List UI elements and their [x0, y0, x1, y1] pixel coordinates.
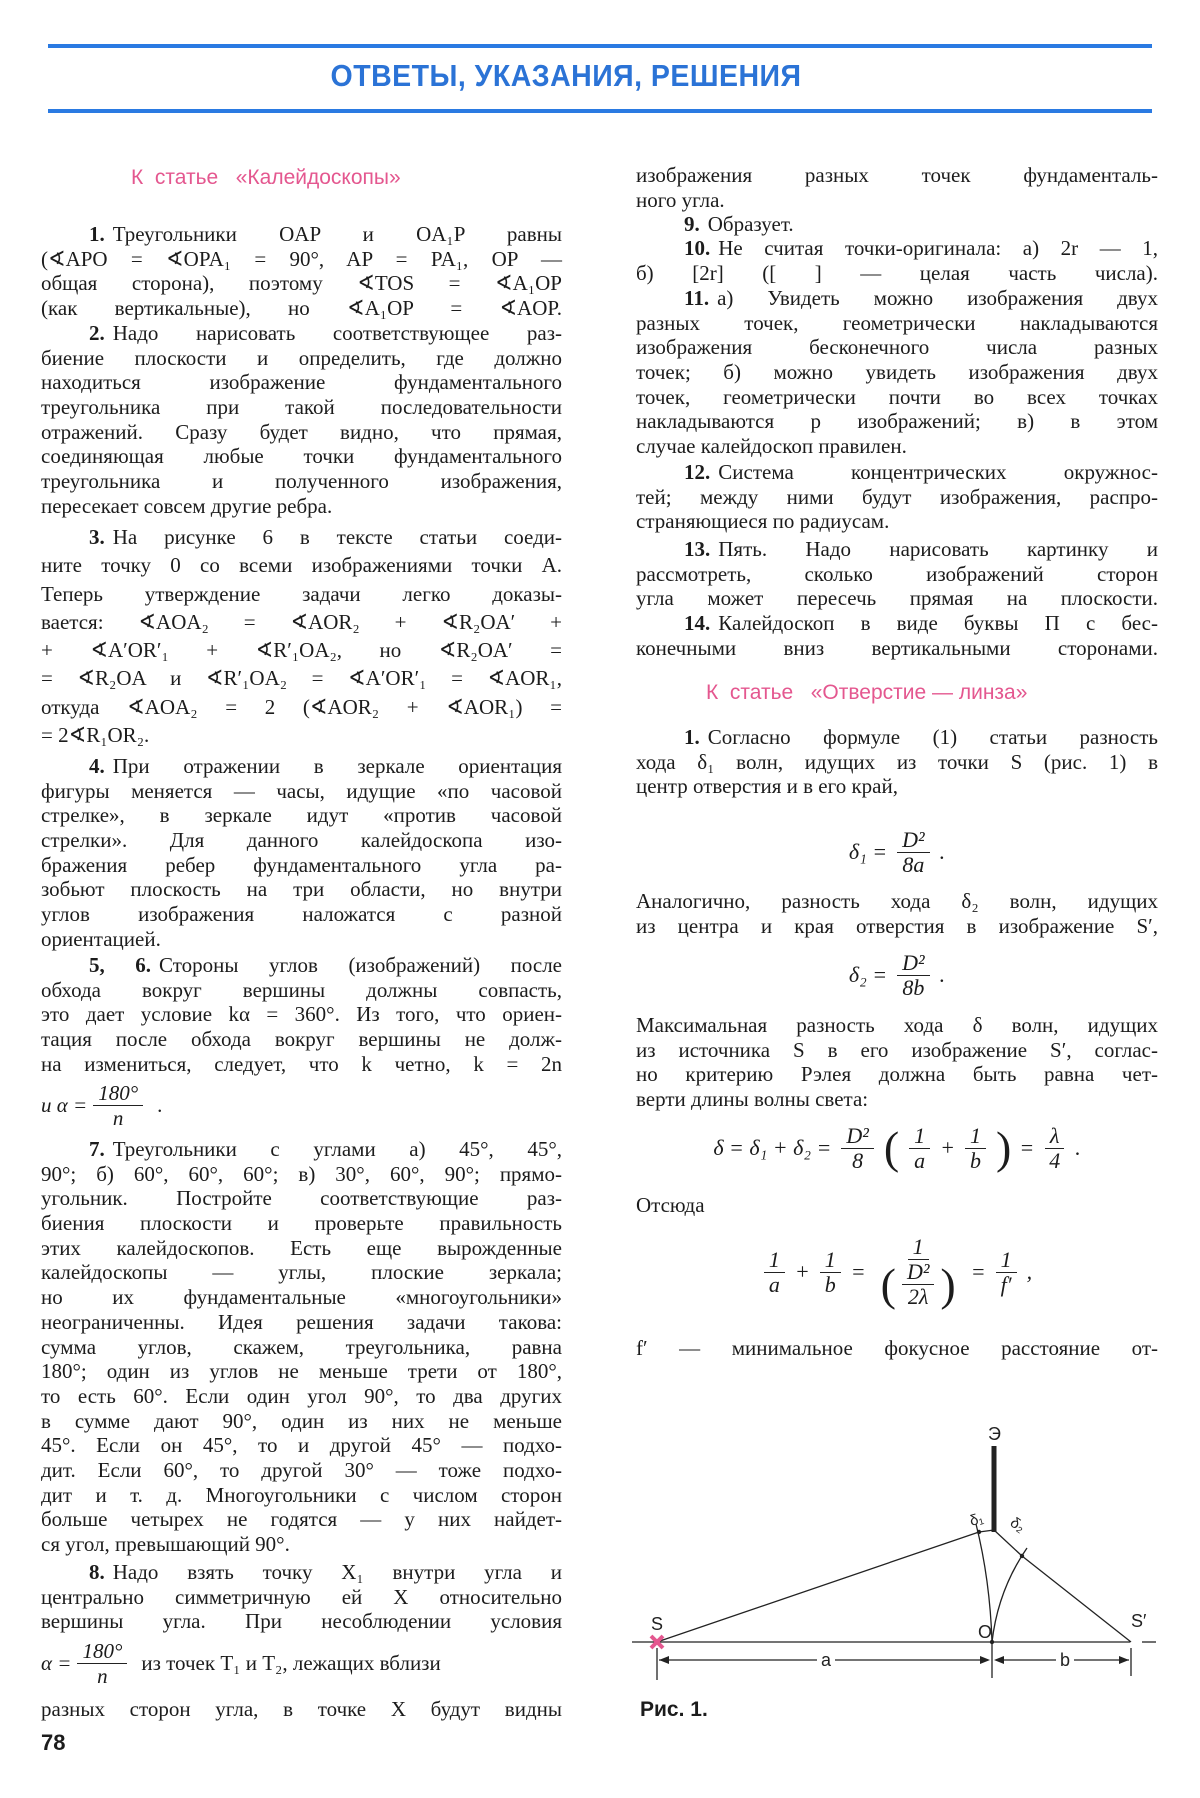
- text-line: [41, 1585, 562, 1610]
- line-text: Отсюда: [636, 1193, 705, 1217]
- fraction-denominator: n: [112, 1105, 124, 1130]
- fraction: [996, 1248, 1017, 1297]
- fraction-numerator: D²: [897, 951, 929, 976]
- line-text: биение плоскости и определить, где должно: [41, 345, 562, 370]
- line-text: из центра и края отверстия в изображение S′,: [636, 913, 1158, 938]
- line-text: Система концентрических окружнос-: [718, 460, 1158, 484]
- text-line: [41, 754, 562, 779]
- text-line: [41, 1359, 562, 1384]
- line-text: ся угол, превышающий 90°.: [41, 1532, 290, 1556]
- item-number: 14.: [684, 611, 711, 635]
- text-line: [41, 608, 562, 636]
- formula-suffix: из точек T₁ и T₂, лежащих вблизи: [141, 1650, 441, 1675]
- text-line: [41, 1260, 562, 1285]
- answer-1: [41, 222, 562, 321]
- item-number: 3.: [89, 525, 105, 549]
- text-line: [636, 611, 1158, 636]
- line-text: Согласно формуле (1) статьи разность: [707, 725, 1158, 749]
- line-text: находиться изображение фундаментального: [41, 370, 562, 395]
- text-line: [41, 1335, 562, 1360]
- text-line: [41, 1236, 562, 1261]
- text-line: [41, 444, 562, 469]
- formula-token: ,: [1026, 1259, 1033, 1284]
- formula-token: .: [1075, 1135, 1081, 1160]
- paren-left: (: [880, 1258, 896, 1310]
- line-text: этих калейдоскопов. Есть еще вырожденные: [41, 1235, 562, 1260]
- text-line: [41, 1052, 562, 1077]
- text-line: [41, 370, 562, 395]
- text-line: [636, 562, 1158, 587]
- text-line: [41, 1697, 562, 1722]
- page-title: ОТВЕТЫ, УКАЗАНИЯ, РЕШЕНИЯ: [330, 58, 802, 93]
- arrowheads: [659, 1530, 1129, 1664]
- formula-token: +: [940, 1135, 955, 1160]
- label-center: O: [978, 1622, 993, 1642]
- fraction-numerator: 1: [996, 1248, 1017, 1273]
- line-text: точек, геометрически почти во всех точках: [636, 384, 1158, 409]
- text-line: [636, 212, 1158, 237]
- text-line: [41, 321, 562, 346]
- text-line: [41, 469, 562, 494]
- fraction-denominator: 8b: [902, 974, 925, 1000]
- fraction-denominator: f′: [1000, 1271, 1012, 1297]
- formula-focal-length: [636, 1222, 1158, 1322]
- text-line: [636, 586, 1158, 611]
- line-text: Треугольники OAP и OA₁P равны: [112, 222, 562, 246]
- paragraph-focal-distance: [636, 1336, 1158, 1361]
- formula-token: δ₂ =: [848, 962, 888, 987]
- fraction: [93, 1081, 143, 1130]
- line-text: точек; б) можно увидеть изображения двух: [636, 360, 1158, 385]
- formula-delta2: [636, 945, 1158, 1005]
- text-line: [41, 1137, 562, 1162]
- paragraph-analogously: [636, 889, 1158, 938]
- line-text: изображения разных точек фундаменталь-: [636, 163, 1158, 187]
- ray-edge-to-image: [1022, 1556, 1131, 1642]
- line-text: дит. Если 60°, то другой 30° — тоже подхо-: [41, 1457, 562, 1482]
- line-text: угла может пересечь прямая на плоскости.: [636, 586, 1158, 611]
- text-line: [636, 1013, 1158, 1038]
- text-line: [41, 420, 562, 445]
- fraction-denominator: b: [824, 1271, 836, 1297]
- lens-answer-1: [636, 725, 1158, 799]
- line-text: то есть 60°. Если один угол 90°, то два других: [41, 1383, 562, 1408]
- formula-line: [41, 1638, 562, 1688]
- fraction-denominator: [876, 1260, 961, 1309]
- line-text: пересекает совсем другие ребра.: [41, 493, 333, 518]
- answer-12: [636, 460, 1158, 534]
- line-text: На рисунке 6 в тексте статьи соеди-: [112, 525, 562, 549]
- formula-prefix: α =: [41, 1650, 72, 1675]
- text-line: [636, 1336, 1158, 1361]
- text-line: [636, 409, 1158, 434]
- fraction-numerator: D²: [902, 1260, 934, 1285]
- text-line: [636, 1193, 1158, 1218]
- text-line: [41, 1310, 562, 1335]
- item-number: 7.: [89, 1137, 105, 1161]
- label-delta2: δ₂: [1006, 1514, 1029, 1537]
- top-rule: [48, 44, 1152, 48]
- item-number: 2.: [89, 321, 105, 345]
- line-text: разных сторон угла, в точке X будут видны: [41, 1697, 562, 1721]
- figure-1-diagram: [600, 1400, 1200, 1700]
- fraction: [764, 1248, 785, 1297]
- fraction: [820, 1248, 841, 1297]
- fraction-numerator: 1: [965, 1124, 986, 1149]
- fraction: [1044, 1124, 1065, 1173]
- line-text: Калейдоскоп в виде буквы П с бес-: [718, 611, 1158, 635]
- item-number: 5, 6.: [89, 953, 152, 977]
- text-line: [636, 385, 1158, 410]
- label-screen: Э: [988, 1424, 1001, 1444]
- line-text: больше четырех не годятся — у них найдет-: [41, 1507, 562, 1532]
- text-line: [636, 434, 1158, 459]
- bottom-rule: [48, 109, 1152, 113]
- line-text: центрально симметричную ей X относительно: [41, 1584, 562, 1609]
- line-text: При отражении в зеркале ориентация: [112, 754, 562, 778]
- line-text: вается: ∢AOA₂ = ∢AOR₂ + ∢R₂OA′ +: [41, 609, 562, 634]
- formula-token: δ₁ =: [848, 839, 888, 864]
- ray-source-to-edge: [657, 1532, 979, 1642]
- text-line: [41, 1162, 562, 1187]
- formula-suffix: .: [157, 1092, 163, 1117]
- label-source: S: [651, 1614, 664, 1634]
- line-text: обхода вокруг вершины должны совпасть,: [41, 977, 562, 1002]
- item-number: 8.: [89, 1560, 105, 1584]
- text-line: [41, 222, 562, 247]
- line-text: хода δ₁ волн, идущих из точки S (рис. 1) в: [636, 749, 1158, 774]
- line-text: ного угла.: [636, 187, 725, 212]
- answer-8-end: [41, 1697, 562, 1722]
- line-text: но их фундаментальные «многоугольники»: [41, 1285, 562, 1310]
- text-line: [636, 188, 1158, 213]
- text-line: [41, 853, 562, 878]
- fraction-numerator: 1: [820, 1248, 841, 1273]
- answer-5-6-formula: [41, 1080, 562, 1130]
- line-text: угольник. Постройте соответствующие раз-: [41, 1186, 562, 1211]
- line-text: 90°; б) 60°, 60°, 60°; в) 30°, 60°, 90°; прямо-: [41, 1161, 562, 1186]
- item-number: 1.: [89, 222, 105, 246]
- text-line: [41, 271, 562, 296]
- line-text: (∢APO = ∢OPA₁ = 90°, AP = PA₁, OP —: [41, 246, 562, 271]
- answer-10: [636, 236, 1158, 285]
- line-text: = 2∢R₁OR₂.: [41, 723, 150, 748]
- text-line: [41, 953, 562, 978]
- line-text: Аналогично, разность хода δ₂ волн, идущих: [636, 889, 1158, 913]
- text-line: [41, 1507, 562, 1532]
- answer-7: [41, 1137, 562, 1557]
- text-line: [41, 1532, 562, 1557]
- fraction: [876, 1235, 961, 1309]
- formula-token: =: [1019, 1135, 1035, 1160]
- item-number: 9.: [684, 212, 700, 236]
- line-text: Надо нарисовать соответствующее раз-: [112, 321, 562, 345]
- text-line: [636, 335, 1158, 360]
- text-line: [41, 346, 562, 371]
- text-line: [636, 537, 1158, 562]
- text-line: [636, 460, 1158, 485]
- line-text: соединяющая любые точки фундаментального: [41, 444, 562, 469]
- line-text: Максимальная разность хода δ волн, идущих: [636, 1013, 1158, 1037]
- fraction-numerator: D²: [841, 1124, 873, 1149]
- text-line: [41, 1458, 562, 1483]
- text-line: [41, 580, 562, 608]
- fraction: [965, 1124, 986, 1173]
- line-text: вершины угла. При несоблюдении условия: [41, 1609, 562, 1634]
- text-line: [41, 1027, 562, 1052]
- text-line: [41, 693, 562, 721]
- line-text: накладываются p изображений; в) в этом: [636, 409, 1158, 434]
- text-line: [41, 828, 562, 853]
- text-line: [41, 551, 562, 579]
- formula-token: =: [850, 1259, 866, 1284]
- line-text: стрелки». Для данного калейдоскопа изо-: [41, 828, 562, 853]
- text-line: [636, 236, 1158, 261]
- text-line: [636, 360, 1158, 385]
- fraction-denominator: 8: [852, 1147, 864, 1173]
- line-text: б) [2r] ([ ] — целая часть числа).: [636, 260, 1158, 285]
- text-line: [636, 286, 1158, 311]
- text-line: [41, 395, 562, 420]
- line-text: на измениться, следует, что k четно, k = 2n: [41, 1051, 562, 1076]
- text-line: [636, 774, 1158, 799]
- page-number: 78: [41, 1730, 66, 1755]
- fraction-denominator: b: [970, 1147, 981, 1173]
- label-image: S′: [1131, 1611, 1147, 1631]
- line-text: Надо взять точку X₁ внутри угла и: [112, 1560, 562, 1584]
- line-text: ориентацией.: [41, 926, 161, 951]
- text-line: [636, 1038, 1158, 1063]
- text-line: [636, 750, 1158, 775]
- fraction-numerator: D²: [897, 828, 929, 853]
- line-text: f′ — минимальное фокусное расстояние от-: [636, 1336, 1158, 1360]
- line-text: дит и т. д. Многоугольники с числом сторон: [41, 1482, 562, 1507]
- line-text: 180°; один из углов не меньше трети от 180°,: [41, 1359, 562, 1384]
- line-text: тация после обхода вокруг вершины не долж-: [41, 1027, 562, 1052]
- text-line: [41, 721, 562, 749]
- line-text: + ∢A′OR′₁ + ∢R′₁OA₂, но ∢R₂OA′ =: [41, 638, 562, 663]
- line-text: откуда ∢AOA₂ = 2 (∢AOR₂ + ∢AOR₁) =: [41, 694, 562, 719]
- text-line: [41, 927, 562, 952]
- line-text: калейдоскопы — углы, плоские зеркала;: [41, 1260, 562, 1285]
- fraction-denominator: 8a: [902, 851, 925, 877]
- fraction: [897, 828, 929, 877]
- text-line: [636, 725, 1158, 750]
- formula-token: +: [794, 1259, 810, 1284]
- line-text: а) Увидеть можно изображения двух: [717, 286, 1158, 310]
- line-text: тей; между ними будут изображения, распро-: [636, 484, 1158, 509]
- fraction-denominator: a: [914, 1147, 926, 1173]
- section-heading-kaleidoscopes: К статье «Калейдоскопы»: [131, 166, 401, 189]
- text-line: [41, 1483, 562, 1508]
- answer-14: [636, 611, 1158, 660]
- line-text: биения плоскости и проверьте правильность: [41, 1211, 562, 1236]
- section-heading-aperture-lens: К статье «Отверстие — линза»: [706, 681, 1028, 704]
- label-distance-a: a: [821, 1650, 832, 1670]
- line-text: конечными вниз вертикальными сторонами.: [636, 635, 1158, 660]
- line-text: Теперь утверждение задачи легко доказы-: [41, 581, 562, 606]
- fraction-denominator: 4: [1049, 1147, 1061, 1173]
- line-text: центр отверстия и в его край,: [636, 774, 898, 799]
- line-text: это дает условие kα = 360°. Из того, что ориен-: [41, 1002, 562, 1027]
- text-line: [41, 1560, 562, 1585]
- line-text: Не считая точки-оригинала: а) 2r — 1,: [718, 236, 1158, 260]
- text-line: [41, 1002, 562, 1027]
- formula-delta1: [636, 822, 1158, 882]
- line-text: углов изображения наложатся с разной: [41, 902, 562, 927]
- text-line: [41, 1409, 562, 1434]
- text-line: [41, 902, 562, 927]
- line-text: случае калейдоскоп правилен.: [636, 434, 907, 459]
- fraction-numerator: 1: [909, 1124, 930, 1149]
- fraction-numerator: 1: [908, 1235, 929, 1260]
- text-line: [636, 889, 1158, 914]
- line-text: 45°. Если он 45°, то и другой 45° — подхо-: [41, 1433, 562, 1458]
- answer-5-6: [41, 953, 562, 1076]
- text-line: [41, 1186, 562, 1211]
- text-line: [636, 1087, 1158, 1112]
- formula-delta-sum: [636, 1115, 1158, 1181]
- text-line: [636, 261, 1158, 286]
- fraction-numerator: 180°: [77, 1639, 127, 1664]
- line-text: сумма углов, скажем, треугольника, равна: [41, 1334, 562, 1359]
- line-text: общая сторона), поэтому ∢TOS = ∢A₁OP: [41, 271, 562, 296]
- answer-9: [636, 212, 1158, 237]
- aperture-screen: [992, 1446, 997, 1532]
- text-line: [41, 494, 562, 519]
- line-text: неограниченны. Идея решения задачи такова:: [41, 1309, 562, 1334]
- formula-token: δ = δ₁ + δ₂ =: [713, 1135, 832, 1160]
- text-line: [636, 163, 1158, 188]
- line-text: (как вертикальные), но ∢A₁OP = ∢AOP.: [41, 296, 562, 321]
- line-text: страняющиеся по радиусам.: [636, 509, 890, 534]
- text-line: [41, 1433, 562, 1458]
- line-text: разных точек, геометрически накладываются: [636, 310, 1158, 335]
- paragraph-max-difference: [636, 1013, 1158, 1112]
- line-text: изображения бесконечного числа разных: [636, 335, 1158, 360]
- text-line: [636, 509, 1158, 534]
- text-line: [636, 311, 1158, 336]
- answer-4: [41, 754, 562, 952]
- text-line: [41, 247, 562, 272]
- line-text: стрелке», в зеркале идут «против часовой: [41, 803, 562, 828]
- fraction-denominator: a: [768, 1271, 780, 1297]
- line-text: = ∢R₂OA и ∢R′₁OA₂ = ∢A′OR′₁ = ∢AOR₁,: [41, 666, 562, 691]
- label-delta1: δ₁: [967, 1509, 986, 1530]
- fraction: [841, 1124, 873, 1173]
- text-line: [41, 1384, 562, 1409]
- paragraph-hence: [636, 1193, 1158, 1218]
- text-line: [41, 1285, 562, 1310]
- fraction-numerator: 1: [764, 1248, 785, 1273]
- item-number: 13.: [684, 537, 711, 561]
- line-text: отражений. Сразу будет видно, что прямая,: [41, 419, 562, 444]
- text-line: [41, 636, 562, 664]
- fraction-denominator: n: [97, 1663, 108, 1688]
- paren-right: ): [940, 1258, 956, 1310]
- item-number: 12.: [684, 460, 711, 484]
- answer-2: [41, 321, 562, 519]
- formula-token: .: [939, 839, 946, 864]
- formula-token: (: [883, 1122, 900, 1173]
- line-text: Треугольники с углами а) 45°, 45°,: [112, 1137, 562, 1161]
- fraction-numerator: 180°: [93, 1081, 143, 1106]
- line-text: зобьют плоскость на три области, но внутри: [41, 877, 562, 902]
- answer-13: [636, 537, 1158, 611]
- text-line: [41, 779, 562, 804]
- fraction: [909, 1124, 930, 1173]
- text-line: [41, 1609, 562, 1634]
- item-number: 1.: [684, 725, 700, 749]
- text-line: [41, 664, 562, 692]
- text-line: [41, 978, 562, 1003]
- line-text: ните точку 0 со всеми изображениями точки A.: [41, 553, 562, 578]
- formula-token: =: [970, 1259, 986, 1284]
- text-line: [636, 1062, 1158, 1087]
- text-line: [41, 296, 562, 321]
- line-text: но критерию Рэлея должна быть равна чет-: [636, 1062, 1158, 1087]
- fraction: [902, 1260, 934, 1309]
- text-line: [41, 803, 562, 828]
- answer-8-continued: [636, 163, 1158, 212]
- item-number: 11.: [684, 286, 710, 310]
- line-text: бражения ребер фундаментального угла ра-: [41, 852, 562, 877]
- line-text: Образует.: [707, 212, 794, 236]
- fraction-numerator: λ: [1045, 1124, 1065, 1149]
- answer-8: [41, 1560, 562, 1634]
- line-text: Пять. Надо нарисовать картинку и: [718, 537, 1158, 561]
- item-number: 4.: [89, 754, 105, 778]
- line-text: из источника S в его изображение S′, соглас-: [636, 1037, 1158, 1062]
- text-line: [636, 914, 1158, 939]
- formula-prefix: и α =: [41, 1092, 88, 1117]
- text-line: [41, 523, 562, 551]
- answer-11: [636, 286, 1158, 459]
- answer-8-formula: [41, 1638, 562, 1688]
- formula-token: ): [996, 1122, 1012, 1173]
- line-text: рассмотреть, сколько изображений сторон: [636, 561, 1158, 586]
- fraction: [77, 1639, 127, 1688]
- formula-line: [41, 1080, 562, 1130]
- line-text: треугольника и полученного изображения,: [41, 469, 562, 494]
- fraction-denominator: 2λ: [907, 1284, 929, 1309]
- text-line: [636, 485, 1158, 510]
- figure-caption: Рис. 1.: [640, 1698, 708, 1721]
- text-line: [41, 877, 562, 902]
- label-distance-b: b: [1060, 1650, 1071, 1670]
- line-text: в сумме дают 90°, один из них не меньше: [41, 1408, 562, 1433]
- item-number: 10.: [684, 236, 711, 260]
- line-text: фигуры меняется — часы, идущие «по часовой: [41, 778, 562, 803]
- fraction: [897, 951, 929, 1000]
- text-line: [41, 1211, 562, 1236]
- answer-3: [41, 523, 562, 749]
- text-line: [636, 636, 1158, 661]
- line-text: треугольника при такой последовательности: [41, 395, 562, 420]
- line-text: Стороны углов (изображений) после: [159, 953, 562, 977]
- wavefront-arc-image: [992, 1548, 1027, 1642]
- formula-token: .: [939, 962, 946, 987]
- line-text: верти длины волны света:: [636, 1087, 869, 1112]
